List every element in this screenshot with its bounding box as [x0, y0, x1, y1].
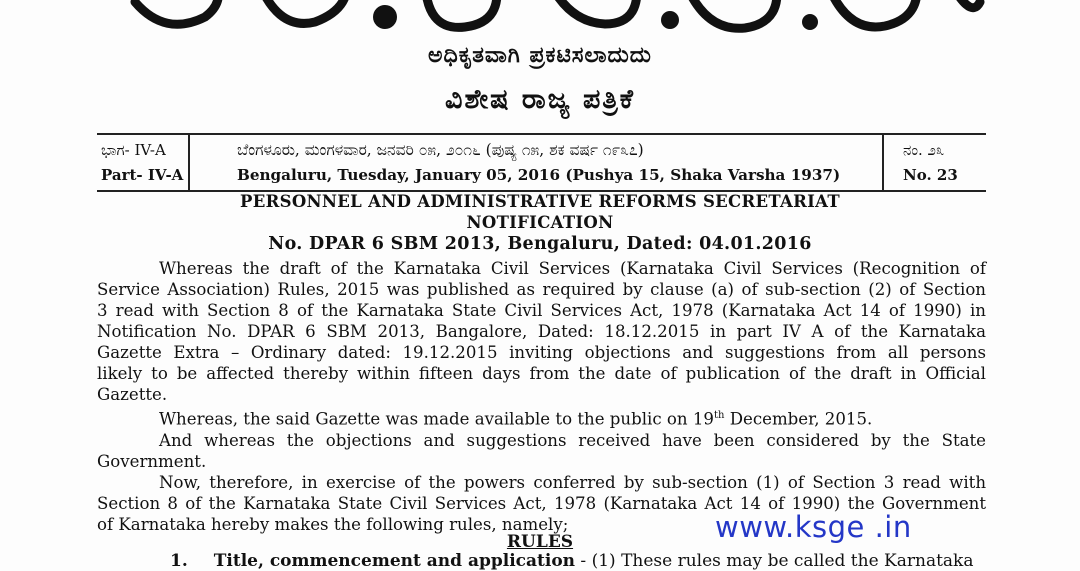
issue-date-english: Bengaluru, Tuesday, January 05, 2016 (Pushya 15, Shaka Varsha 1937)	[237, 166, 841, 184]
part-label-english: Part- IV-A	[101, 166, 184, 184]
issue-header-table	[97, 133, 986, 192]
body-line: Now, therefore, in exercise of the powers conferred by sub-section (1) of Section 3 read with	[159, 472, 986, 492]
body-line: Whereas the draft of the Karnataka Civil Services (Karnataka Civil Services (Recognition of	[159, 259, 986, 278]
rule-item-1	[170, 551, 974, 571]
gazette-type-title: ವಿಶೇಷ ರಾಜ್ಯ ಪತ್ರಿಕೆ	[445, 84, 635, 115]
column-divider	[188, 135, 190, 190]
body-line: likely to be affected thereby within fifteen days from the date of publication of the draft in Official	[97, 364, 986, 383]
department-heading: PERSONNEL AND ADMINISTRATIVE REFORMS SECRETARIAT	[240, 192, 840, 211]
body-text-fragment: Whereas, the said Gazette was made available to the public on 19	[159, 409, 714, 429]
rule-text: - (1) These rules may be called the Karnataka	[575, 551, 974, 571]
body-line: Service Association) Rules, 2015 was published as required by clause (a) of sub-section (2) of Section	[97, 280, 986, 299]
body-text-fragment: December, 2015.	[724, 409, 873, 429]
body-line: of Karnataka hereby makes the following rules, namely;	[97, 514, 569, 534]
notification-body	[97, 258, 986, 535]
body-line: Gazette.	[97, 385, 168, 404]
body-line	[97, 405, 986, 430]
body-line: And whereas the objections and suggestions received have been considered by the State	[159, 430, 986, 450]
rules-heading: RULES	[506, 532, 574, 552]
gazette-subtitle: ಅಧಿಕೃತವಾಗಿ ಪ್ರಕಟಿಸಲಾದುದು	[428, 42, 652, 68]
notification-reference: No. DPAR 6 SBM 2013, Bengaluru, Dated: 04.01.2016	[268, 234, 812, 254]
body-line: Section 8 of the Karnataka State Civil Services Act, 1978 (Karnataka Act 14 of 1990) the Government	[97, 493, 986, 513]
body-line: Notification No. DPAR 6 SBM 2013, Bangalore, Dated: 18.12.2015 in part IV A of the Karnataka	[97, 322, 986, 341]
rule-number: 1.	[170, 551, 188, 571]
notification-heading: NOTIFICATION	[466, 213, 614, 232]
body-line: 3 read with Section 8 of the Karnataka State Civil Services Act, 1978 (Karnataka Act 14 of 1990) in	[97, 301, 986, 320]
body-line: Government.	[97, 451, 207, 471]
rule-title: Title, commencement and application	[213, 551, 576, 571]
website-watermark[interactable]: www.ksge .in	[715, 510, 912, 544]
column-divider	[882, 135, 884, 190]
part-label-kannada: ಭಾಗ- IV-A	[101, 141, 166, 159]
ordinal-suffix: th	[713, 410, 725, 421]
issue-number-kannada: ನಂ. ೨೩	[903, 141, 945, 159]
issue-date-kannada: ಬೆಂಗಳೂರು, ಮಂಗಳವಾರ, ಜನವರಿ ೦೫, ೨೦೧೬ (ಪುಷ್ಯ ೧೫, ಶಕ ವರ್ಷ ೧೯೩೭)	[237, 141, 644, 159]
body-line: Gazette Extra – Ordinary dated: 19.12.2015 inviting objections and suggestions from all persons	[97, 343, 986, 362]
issue-number-english: No. 23	[903, 166, 958, 184]
masthead-lettering	[125, 0, 985, 42]
